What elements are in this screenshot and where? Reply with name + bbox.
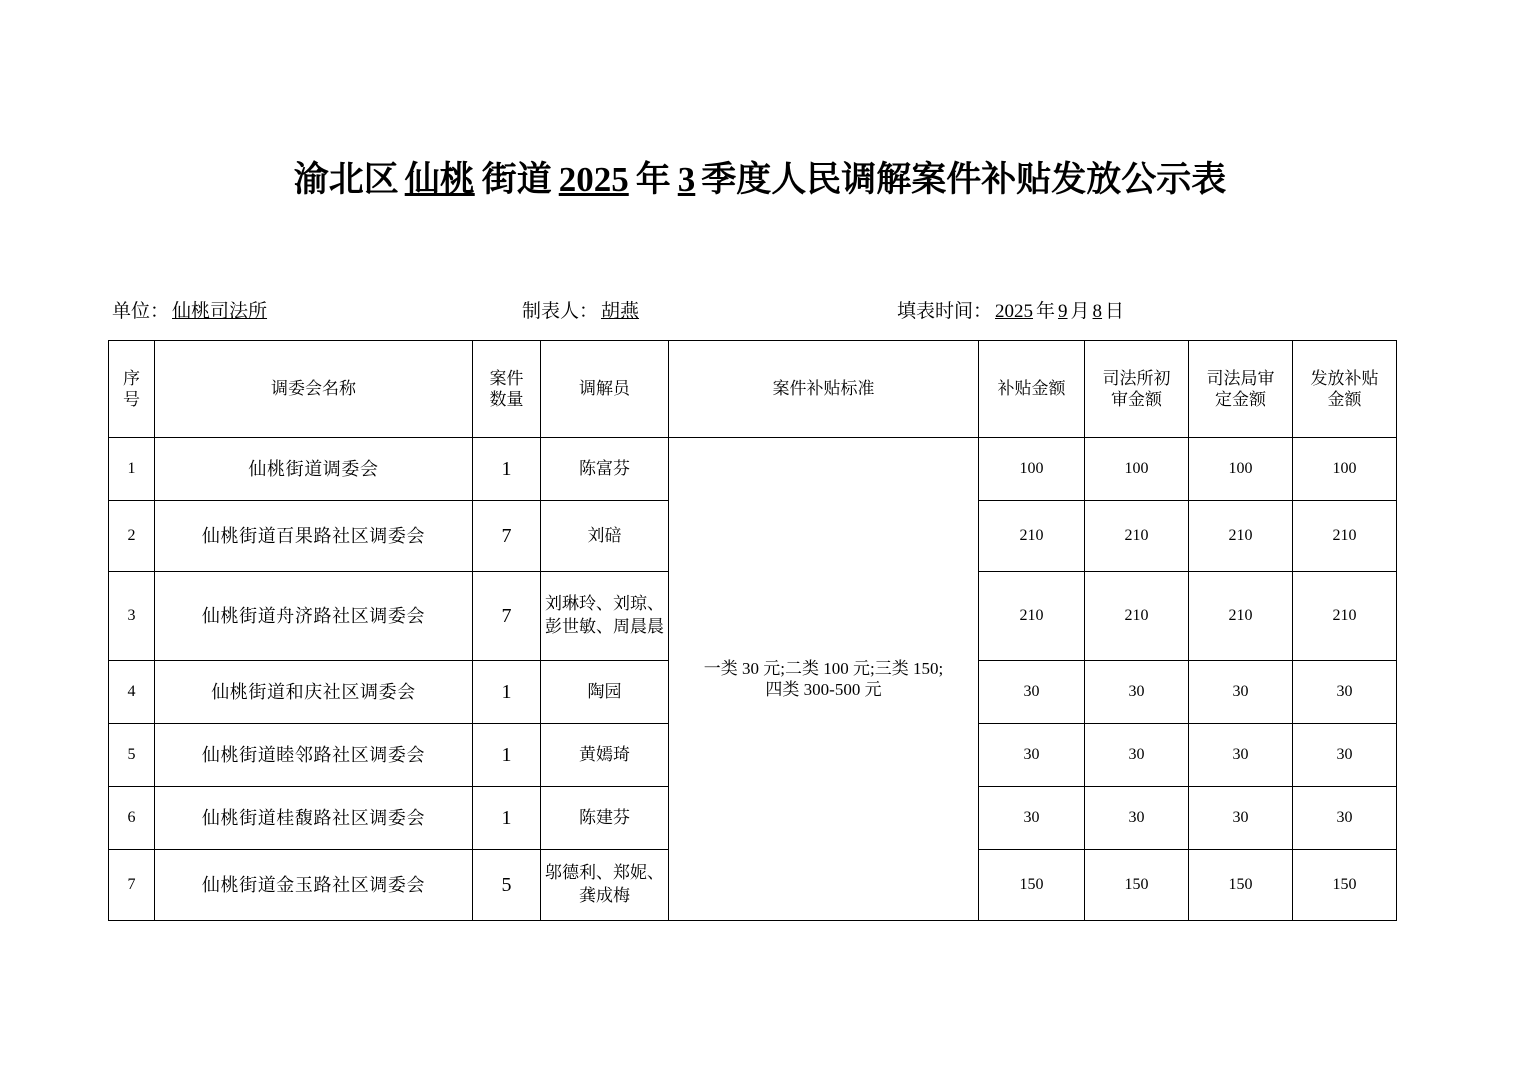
- header-issued-line2: 金额: [1327, 390, 1362, 409]
- cell-first-review: 30: [1085, 661, 1189, 724]
- title-prefix: 渝北区: [293, 160, 399, 199]
- cell-org: 仙桃街道桂馥路社区调委会: [155, 787, 473, 850]
- cell-first-review: 210: [1085, 501, 1189, 572]
- header-first-review: [1085, 341, 1189, 438]
- meta-unit: [112, 296, 270, 323]
- cell-first-review: 30: [1085, 787, 1189, 850]
- meta-date-label: 填表时间：: [897, 301, 993, 322]
- cell-count: 7: [473, 572, 541, 661]
- cell-mediators: 刘琳玲、刘琼、彭世敏、周晨晨: [541, 572, 669, 661]
- cell-issued: 210: [1293, 572, 1397, 661]
- cell-amount: 30: [979, 661, 1085, 724]
- cell-amount: 100: [979, 438, 1085, 501]
- meta-date-month-unit: 月: [1070, 301, 1090, 322]
- cell-amount: 30: [979, 787, 1085, 850]
- title-mid1: 街道: [481, 160, 552, 199]
- meta-date-year: 2025: [995, 301, 1034, 322]
- header-mediator: 调解员: [541, 341, 669, 438]
- meta-date-day: 8: [1092, 301, 1103, 322]
- header-bureau-review-line2: 定金额: [1215, 390, 1266, 409]
- cell-bureau-review: 30: [1189, 787, 1293, 850]
- header-case-count-line1: 案件: [489, 368, 524, 388]
- header-case-count-line2: 数量: [489, 390, 524, 409]
- cell-issued: 30: [1293, 787, 1397, 850]
- cell-mediators: 陈建芬: [541, 787, 669, 850]
- title-mid2: 年: [635, 160, 671, 199]
- header-seq-line1: 序: [123, 368, 140, 388]
- table-body: [109, 438, 1397, 921]
- cell-first-review: 150: [1085, 850, 1189, 921]
- cell-mediators: 陶园: [541, 661, 669, 724]
- meta-maker: [522, 296, 664, 323]
- cell-org: 仙桃街道和庆社区调委会: [155, 661, 473, 724]
- cell-issued: 30: [1293, 724, 1397, 787]
- title-quarter: 3: [677, 160, 696, 199]
- header-bureau-review: [1189, 341, 1293, 438]
- cell-org: 仙桃街道舟济路社区调委会: [155, 572, 473, 661]
- cell-amount: 30: [979, 724, 1085, 787]
- cell-count: 7: [473, 501, 541, 572]
- cell-bureau-review: 100: [1189, 438, 1293, 501]
- cell-seq: 1: [109, 438, 155, 501]
- page-title: [0, 152, 1520, 202]
- cell-org: 仙桃街道百果路社区调委会: [155, 501, 473, 572]
- cell-bureau-review: 210: [1189, 572, 1293, 661]
- meta-date: [897, 296, 1124, 323]
- title-street-name: 仙桃: [404, 160, 475, 199]
- cell-first-review: 30: [1085, 724, 1189, 787]
- header-first-review-line2: 审金额: [1111, 390, 1162, 409]
- cell-seq: 2: [109, 501, 155, 572]
- table-row: [109, 438, 1397, 501]
- title-suffix: 季度人民调解案件补贴发放公示表: [701, 160, 1227, 199]
- table-header: [109, 341, 1397, 438]
- subsidy-table: [108, 340, 1397, 921]
- header-case-count: [473, 341, 541, 438]
- header-amount: 补贴金额: [979, 341, 1085, 438]
- cell-seq: 7: [109, 850, 155, 921]
- standard-line-2: 四类 300-500 元: [765, 680, 882, 699]
- cell-bureau-review: 30: [1189, 661, 1293, 724]
- standard-line-1: 一类 30 元;二类 100 元;三类 150;: [703, 658, 944, 678]
- cell-issued: 100: [1293, 438, 1397, 501]
- cell-seq: 6: [109, 787, 155, 850]
- header-first-review-line1: 司法所初: [1102, 368, 1171, 388]
- meta-maker-value: 胡燕: [601, 301, 640, 322]
- cell-mediators: 邬德利、郑妮、龚成梅: [541, 850, 669, 921]
- cell-seq: 5: [109, 724, 155, 787]
- meta-date-month: 9: [1058, 301, 1068, 322]
- header-bureau-review-line1: 司法局审: [1206, 368, 1275, 388]
- meta-unit-label: 单位：: [112, 301, 170, 322]
- title-year: 2025: [558, 160, 629, 199]
- meta-maker-label: 制表人：: [522, 301, 599, 322]
- cell-first-review: 100: [1085, 438, 1189, 501]
- header-seq-line2: 号: [123, 390, 140, 409]
- header-issued-line1: 发放补贴: [1310, 368, 1379, 388]
- cell-issued: 30: [1293, 661, 1397, 724]
- cell-standard: [669, 438, 979, 921]
- header-seq: [109, 341, 155, 438]
- meta-date-day-unit: 日: [1105, 301, 1125, 322]
- cell-org: 仙桃街道金玉路社区调委会: [155, 850, 473, 921]
- cell-org: 仙桃街道调委会: [155, 438, 473, 501]
- cell-bureau-review: 150: [1189, 850, 1293, 921]
- cell-org: 仙桃街道睦邻路社区调委会: [155, 724, 473, 787]
- cell-issued: 210: [1293, 501, 1397, 572]
- cell-issued: 150: [1293, 850, 1397, 921]
- cell-count: 1: [473, 661, 541, 724]
- cell-first-review: 210: [1085, 572, 1189, 661]
- cell-amount: 210: [979, 501, 1085, 572]
- meta-row: [112, 296, 1412, 324]
- cell-count: 1: [473, 724, 541, 787]
- cell-bureau-review: 30: [1189, 724, 1293, 787]
- header-standard: 案件补贴标准: [669, 341, 979, 438]
- cell-count: 5: [473, 850, 541, 921]
- table-header-row: [109, 341, 1397, 438]
- header-issued: [1293, 341, 1397, 438]
- cell-seq: 3: [109, 572, 155, 661]
- cell-count: 1: [473, 787, 541, 850]
- cell-amount: 150: [979, 850, 1085, 921]
- cell-mediators: 刘碚: [541, 501, 669, 572]
- cell-mediators: 黄嫣琦: [541, 724, 669, 787]
- cell-mediators: 陈富芬: [541, 438, 669, 501]
- meta-unit-value: 仙桃司法所: [172, 301, 268, 322]
- header-org-name: 调委会名称: [155, 341, 473, 438]
- cell-amount: 210: [979, 572, 1085, 661]
- cell-bureau-review: 210: [1189, 501, 1293, 572]
- cell-count: 1: [473, 438, 541, 501]
- cell-seq: 4: [109, 661, 155, 724]
- meta-date-year-unit: 年: [1036, 301, 1056, 322]
